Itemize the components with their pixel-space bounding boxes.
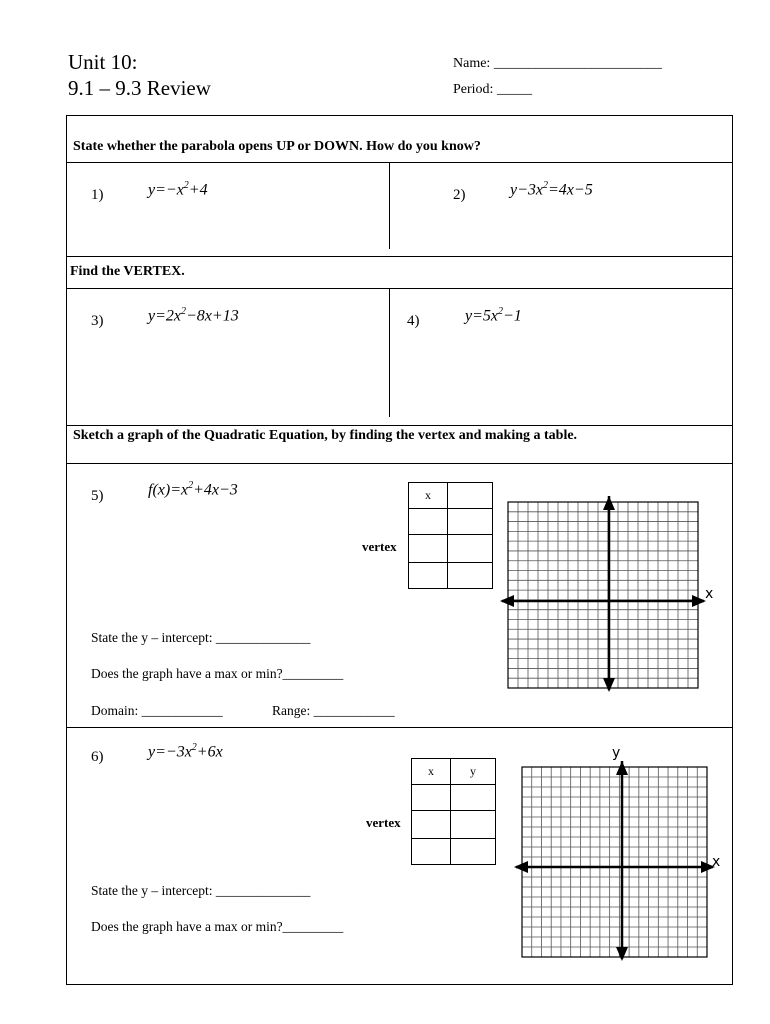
table-header-y: y bbox=[451, 759, 496, 785]
rule bbox=[66, 288, 733, 289]
table-cell[interactable] bbox=[409, 509, 448, 535]
problem-4-equation: $y=5x^2-1$ bbox=[465, 306, 522, 325]
table-cell[interactable] bbox=[451, 811, 496, 839]
table-cell[interactable] bbox=[412, 839, 451, 865]
table-cell[interactable] bbox=[448, 535, 493, 563]
review-subtitle: 9.1 – 9.3 Review bbox=[68, 76, 211, 100]
name-label: Name: bbox=[453, 56, 491, 71]
problem-1-equation: $y=-x^2+4$ bbox=[148, 180, 208, 199]
arrow-left-icon bbox=[500, 595, 514, 607]
arrow-up-icon bbox=[616, 761, 628, 775]
arrow-down-icon bbox=[603, 678, 615, 692]
problem-4-number: 4) bbox=[407, 313, 420, 329]
problem-6-table bbox=[411, 758, 496, 865]
grid-border bbox=[522, 767, 707, 957]
problem-6-equation: $y=-3x^2+6x$ bbox=[148, 742, 223, 761]
problem-3-equation: $y=2x^2-8x+13$ bbox=[148, 306, 239, 325]
period-blank: _____ bbox=[496, 82, 532, 97]
arrow-left-icon bbox=[514, 861, 528, 873]
problem-5-x-axis-label: x bbox=[705, 586, 714, 602]
problem-5-vertex-label: vertex bbox=[362, 539, 397, 554]
problem-5-number: 5) bbox=[91, 488, 104, 504]
table-cell[interactable] bbox=[412, 811, 451, 839]
table-header-x: x bbox=[412, 759, 451, 785]
arrow-up-icon bbox=[603, 496, 615, 510]
problem-6-x-axis-label: x bbox=[712, 854, 721, 870]
rule bbox=[66, 727, 733, 728]
problem-6-number: 6) bbox=[91, 749, 104, 765]
problem-5-max-min-question: Does the graph have a max or min?_________ bbox=[91, 666, 344, 681]
problem-5-equation: $f(x)=x^2+4x-3$ bbox=[148, 480, 238, 499]
section-sketch-graph: Sketch a graph of the Quadratic Equation, by finding the vertex and making a table. bbox=[73, 428, 578, 443]
rule bbox=[66, 162, 733, 163]
table-cell[interactable] bbox=[409, 563, 448, 589]
name-blank: ________________________ bbox=[493, 56, 662, 71]
problem-5-domain-question: Domain: ____________ bbox=[91, 703, 223, 718]
table-header-y bbox=[448, 483, 493, 509]
table-cell[interactable] bbox=[451, 785, 496, 811]
problem-5-range-question: Range: ____________ bbox=[272, 703, 395, 718]
period-line bbox=[453, 82, 532, 98]
rule bbox=[66, 463, 733, 464]
period-label: Period: bbox=[453, 82, 494, 97]
section-parabola-direction: State whether the parabola opens UP or DOWN. How do you know? bbox=[73, 139, 481, 154]
table-cell[interactable] bbox=[448, 509, 493, 535]
problem-2-equation: $y-3x^2=4x-5$ bbox=[510, 180, 593, 199]
problem-6-y-axis-label: y bbox=[612, 745, 621, 761]
problem-6-y-intercept-question: State the y – intercept: ______________ bbox=[91, 883, 311, 898]
problem-5-table bbox=[408, 482, 493, 589]
problem-2-number: 2) bbox=[453, 187, 466, 203]
problem-3-number: 3) bbox=[91, 313, 104, 329]
problem-6-graph-grid[interactable] bbox=[514, 759, 724, 961]
divider bbox=[389, 163, 390, 249]
rule bbox=[66, 425, 733, 426]
table-cell[interactable] bbox=[412, 785, 451, 811]
problem-6-vertex-label: vertex bbox=[366, 815, 401, 830]
arrow-right-icon bbox=[692, 595, 706, 607]
unit-title: Unit 10: bbox=[68, 50, 138, 74]
arrow-down-icon bbox=[616, 947, 628, 961]
table-header-x: x bbox=[409, 483, 448, 509]
name-line bbox=[453, 56, 662, 72]
problem-1-number: 1) bbox=[91, 187, 104, 203]
problem-5-graph-grid[interactable] bbox=[500, 494, 720, 694]
problem-6-max-min-question: Does the graph have a max or min?_________ bbox=[91, 919, 344, 934]
table-cell[interactable] bbox=[409, 535, 448, 563]
divider bbox=[389, 289, 390, 417]
grid-border bbox=[508, 502, 698, 688]
table-cell[interactable] bbox=[451, 839, 496, 865]
table-cell[interactable] bbox=[448, 563, 493, 589]
problem-5-y-intercept-question: State the y – intercept: ______________ bbox=[91, 630, 311, 645]
section-find-vertex: Find the VERTEX. bbox=[70, 264, 185, 279]
rule bbox=[66, 256, 733, 257]
